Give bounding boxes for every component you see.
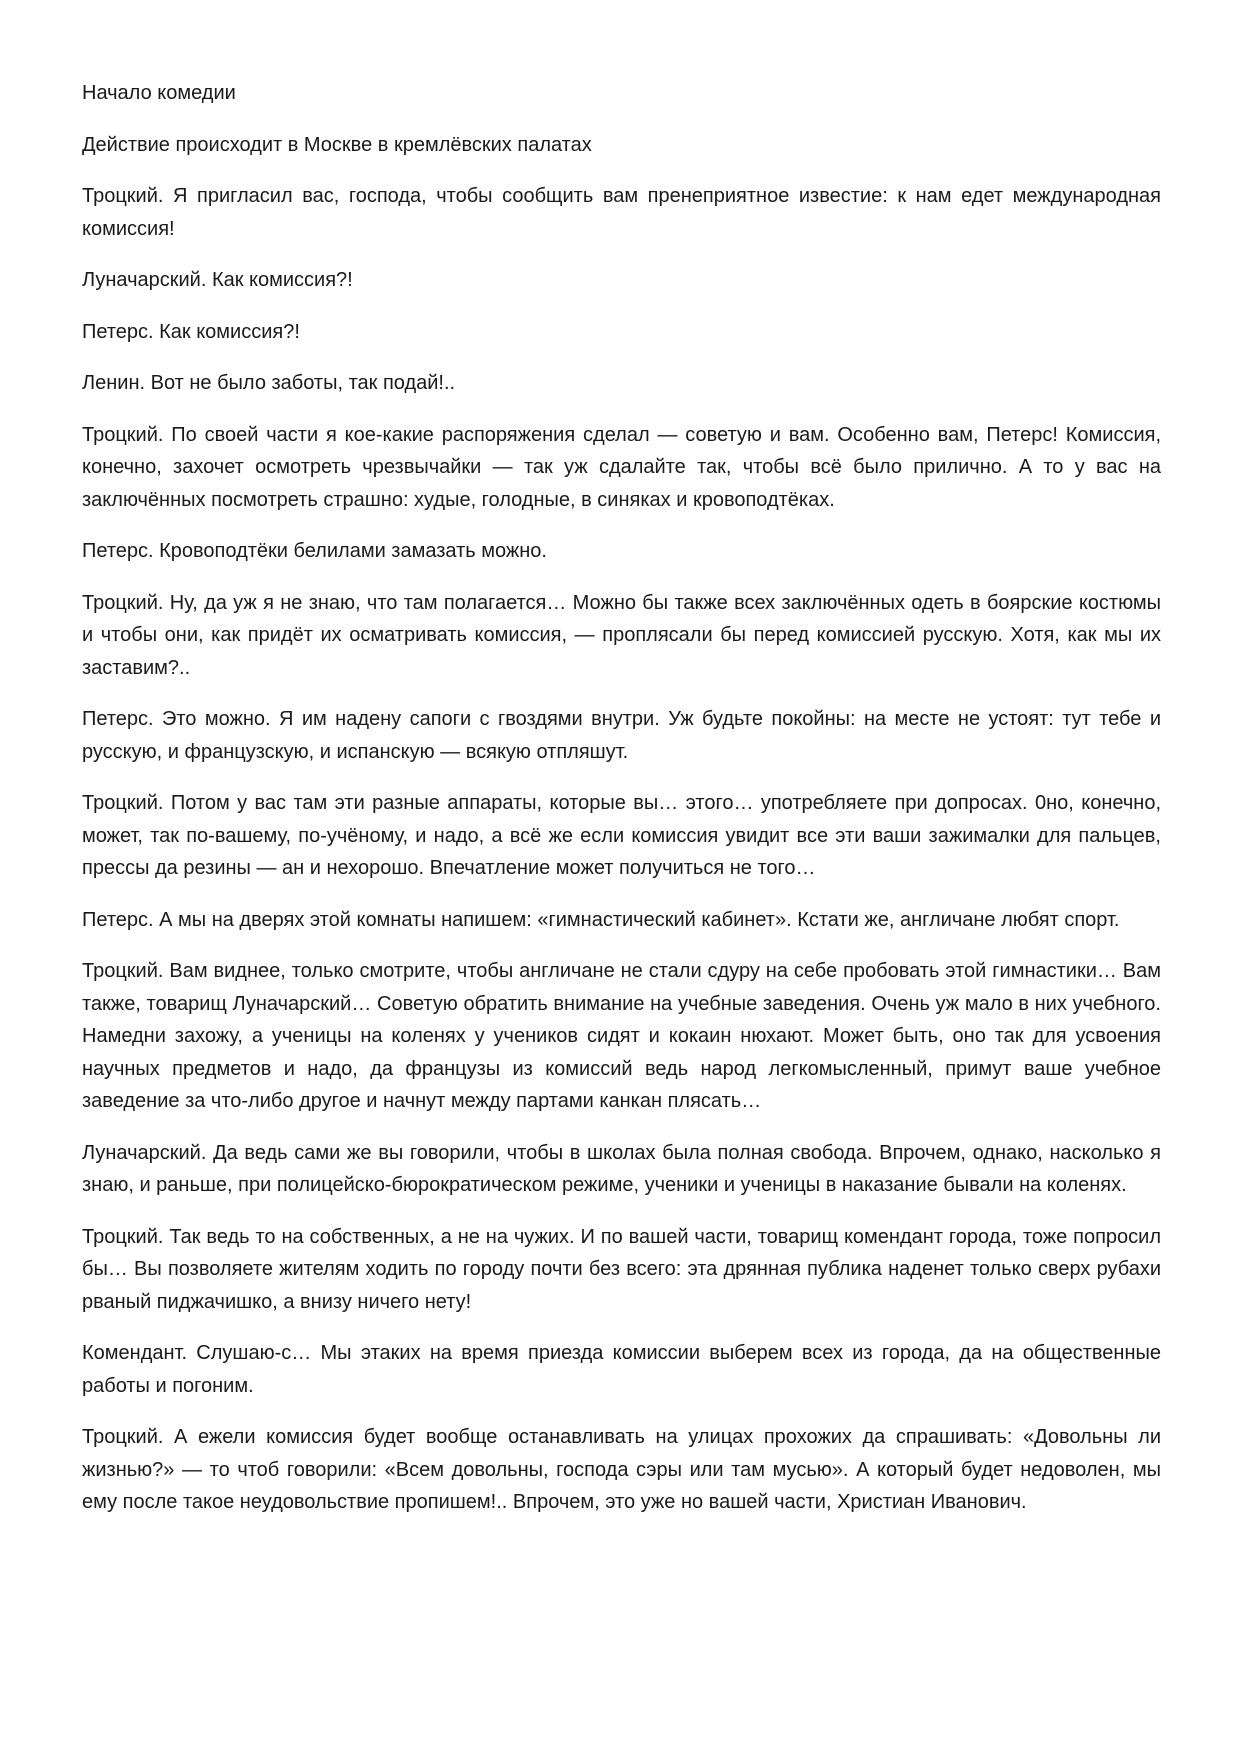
- document-heading: Начало комедии: [82, 82, 236, 104]
- dialogue-paragraph: Троцкий. По своей части я кое-какие распоряжения сделал — советую и вам. Особенно вам, Петерс! Комиссия, конечно, захочет осмотреть чрезвычайки — так уж сдалайте так, чтобы всё было прилично. А то у вас на заключённых посмотреть страшно: худые, голодные, в синяках и кровоподтёках.: [82, 423, 1161, 511]
- dialogue-paragraph: Ленин. Вот не было заботы, так подай!..: [82, 372, 456, 394]
- dialogue-paragraph: Петерс. А мы на дверях этой комнаты напишем: «гимнастический кабинет». Кстати же, англичане любят спорт.: [82, 908, 1120, 931]
- dialogue-paragraph: Петерс. Кровоподтёки белилами замазать можно.: [82, 540, 547, 562]
- dialogue-paragraph: Луначарский. Как комиссия?!: [82, 269, 353, 291]
- dialogue-paragraph: Петерс. Это можно. Я им надену сапоги с гвоздями внутри. Уж будьте покойны: на месте не устоят: тут тебе и русскую, и французскую, и испанскую — всякую отпляшут.: [82, 708, 1161, 763]
- dialogue-paragraph: Троцкий. Я пригласил вас, господа, чтобы сообщить вам пренеприятное известие: к нам едет международная комиссия!: [82, 185, 1161, 240]
- dialogue-paragraph: Троцкий. Так ведь то на собственных, а не на чужих. И по вашей части, товарищ комендант города, тоже попросил бы… Вы позволяете жителям ходить по городу почти без всего: эта дрянная публика наденет только сверх рубахи рваный пиджачишко, а внизу ничего нету!: [82, 1225, 1161, 1313]
- dialogue-paragraph: Троцкий. Вам виднее, только смотрите, чтобы англичане не стали сдуру на себе пробовать этой гимнастики… Вам также, товарищ Луначарский… Советую обратить внимание на учебные заведения. Очень уж мало в них учебного. Намедни захожу, а ученицы на коленях у учеников сидят и кокаин нюхают. Может быть, оно так для усвоения научных предметов и надо, да французы из комиссий ведь народ легкомысленный, примут ваше учебное заведение за что-либо другое и начнут между партами канкан плясать…: [82, 960, 1161, 1112]
- document-page: [82, 77, 1161, 1538]
- dialogue-paragraph: Троцкий. Потом у вас там эти разные аппараты, которые вы… этого… употребляете при допросах. 0но, конечно, может, так по-вашему, по-учёному, и надо, а всё же если комиссия увидит все эти ваши зажималки для пальцев, прессы да резины — ан и нехорошо. Впечатление может получиться не того…: [82, 792, 1161, 879]
- dialogue-paragraph: Комендант. Слушаю-с… Мы этаких на время приезда комиссии выберем всех из города, да на общественные работы и погоним.: [82, 1342, 1161, 1397]
- document-setting: Действие происходит в Москве в кремлёвских палатах: [82, 133, 592, 156]
- dialogue-paragraph: Луначарский. Да ведь сами же вы говорили, чтобы в школах была полная свобода. Впрочем, однако, насколько я знаю, и раньше, при полицейско-бюрократическом режиме, ученики и ученицы в наказание бывали на коленях.: [82, 1141, 1161, 1196]
- dialogue-paragraph: Петерс. Как комиссия?!: [82, 320, 300, 343]
- dialogue-paragraph: Троцкий. А ежели комиссия будет вообще останавливать на улицах прохожих да спрашивать: «Довольны ли жизнью?» — то чтоб говорили: «Всем довольны, господа сэры или там мусью». А который будет недоволен, мы ему после такое неудовольствие пропишем!.. Впрочем, это уже но вашей части, Христиан Иванович.: [82, 1426, 1161, 1513]
- dialogue-paragraph: Троцкий. Ну, да уж я не знаю, что там полагается… Можно бы также всех заключённых одеть в боярские костюмы и чтобы они, как придёт их осматривать комиссия, — проплясали бы перед комиссией русскую. Хотя, как мы их заставим?..: [82, 591, 1161, 679]
